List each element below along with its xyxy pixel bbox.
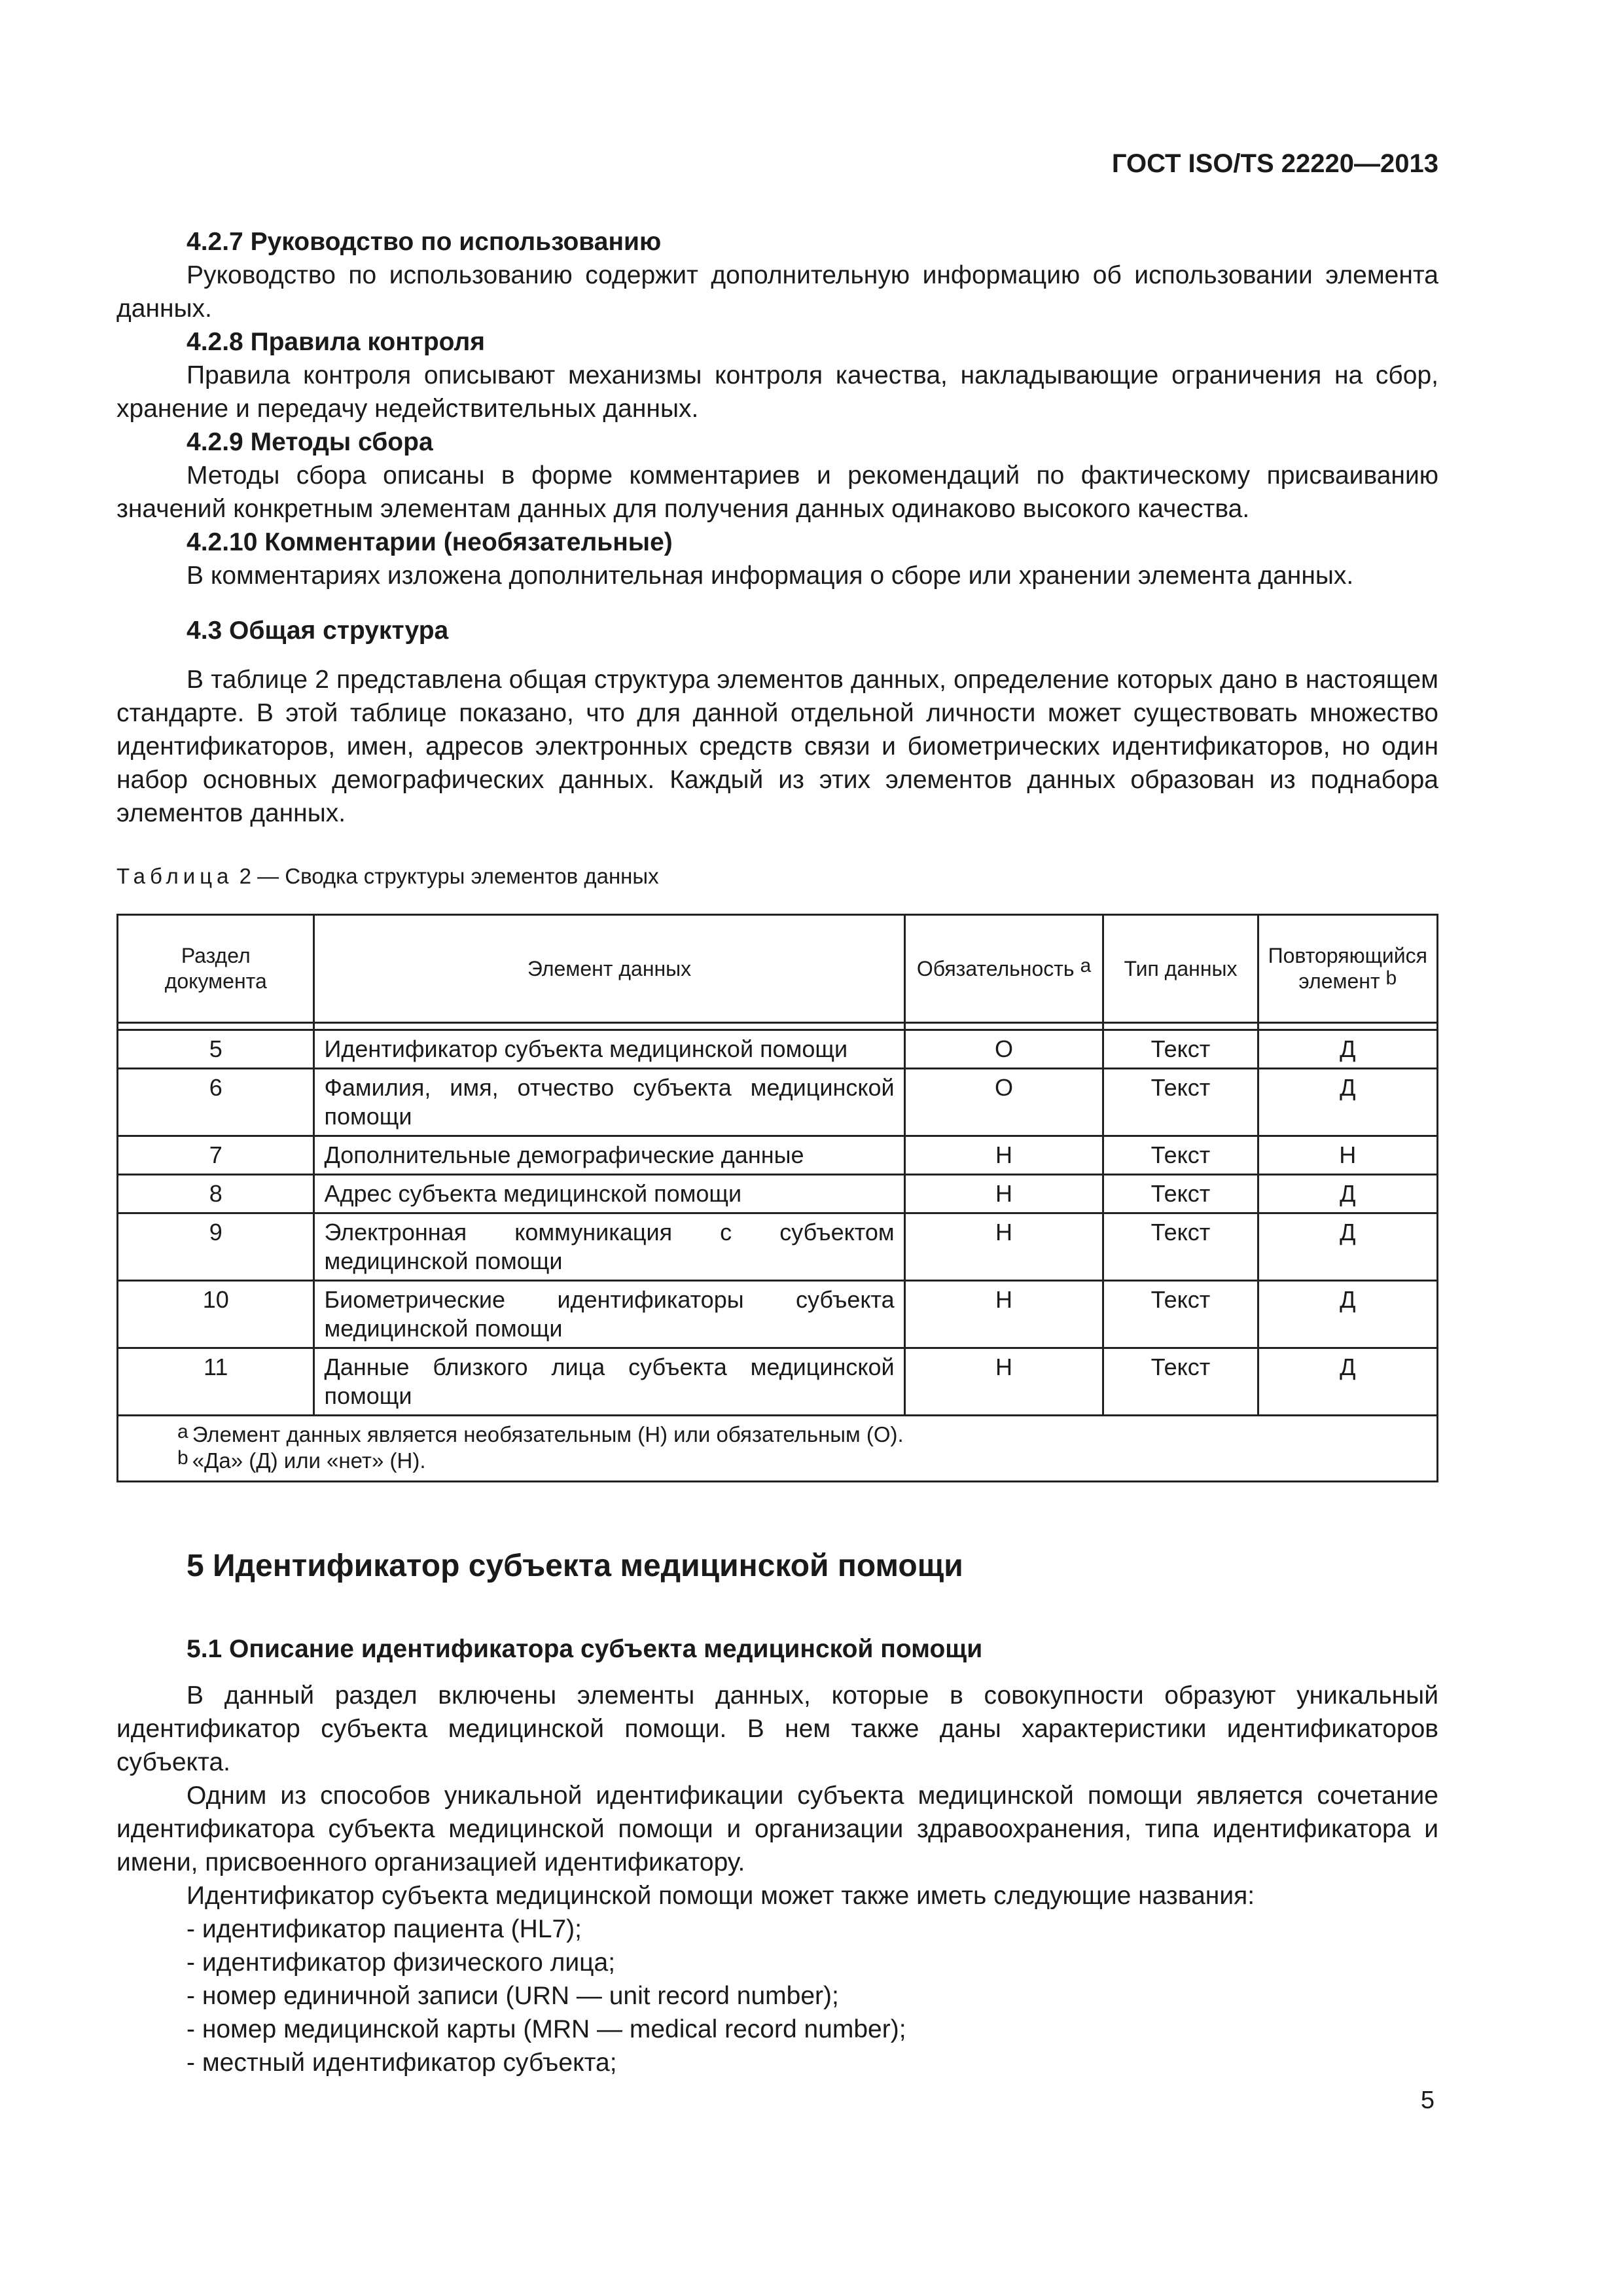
list-item: - идентификатор пациента (HL7); [187, 1915, 582, 1943]
list-item: - идентификатор физического лица; [187, 1948, 616, 1977]
table-separator [118, 1023, 1438, 1030]
cell-repeat: Д [1258, 1069, 1437, 1136]
document-header: ГОСТ ISO/TS 22220—2013 [1111, 149, 1438, 178]
cell-section: 7 [118, 1136, 314, 1175]
cell-section: 10 [118, 1281, 314, 1348]
header-obligation: Обязательность $^a$ [904, 915, 1103, 1023]
cell-section: 5 [118, 1030, 314, 1069]
section-4-3-title: 4.3 Общая структура [187, 617, 449, 645]
table-caption [116, 863, 1438, 890]
cell-type: Текст [1103, 1213, 1258, 1281]
section-4-2-7 [116, 225, 1438, 325]
cell-type: Текст [1103, 1175, 1258, 1213]
cell-obligation: Н [904, 1213, 1103, 1281]
header-element: Элемент данных [314, 915, 904, 1023]
header-repeat: Повторяющийся элемент $^b$ [1258, 915, 1437, 1023]
table-header-row [118, 915, 1438, 1023]
table-row [118, 1136, 1438, 1175]
header-type: Тип данных [1103, 915, 1258, 1023]
cell-element: Данные близкого лица субъекта медицинской помощи [314, 1348, 904, 1416]
footnote-ref-a: a [1080, 954, 1092, 977]
table-note [177, 1421, 1427, 1448]
table-notes-row [118, 1416, 1438, 1482]
list-item: - номер медицинской карты (MRN — medical record number); [187, 2015, 906, 2043]
cell-obligation: Н [904, 1175, 1103, 1213]
list-item: - номер единичной записи (URN — unit record number); [187, 1982, 839, 2010]
cell-element: Идентификатор субъекта медицинской помощи [314, 1030, 904, 1069]
cell-repeat: Д [1258, 1213, 1437, 1281]
alias-list [116, 1912, 1438, 2079]
cell-section: 11 [118, 1348, 314, 1416]
section-4-2-10 [116, 526, 1438, 592]
cell-obligation: О [904, 1030, 1103, 1069]
footnote-ref-b: b [1385, 967, 1397, 989]
table-caption-label: Таблица [116, 864, 234, 888]
cell-type: Текст [1103, 1069, 1258, 1136]
data-element-table [116, 914, 1438, 1482]
table-notes [118, 1416, 1438, 1482]
cell-obligation: О [904, 1069, 1103, 1136]
section-5-1-title: 5.1 Описание идентификатора субъекта медицинской помощи [187, 1635, 983, 1663]
table-row [118, 1348, 1438, 1416]
cell-repeat: Д [1258, 1348, 1437, 1416]
table-caption-text: 2 — Сводка структуры элементов данных [239, 864, 659, 888]
section-4-2-9-title: 4.2.9 Методы сбора [187, 428, 433, 456]
cell-element: Дополнительные демографические данные [314, 1136, 904, 1175]
cell-repeat: Д [1258, 1281, 1437, 1348]
note-text: «Да» (Д) или «нет» (Н). [192, 1448, 426, 1473]
cell-obligation: Н [904, 1136, 1103, 1175]
cell-element: Электронная коммуникация с субъектом медицинской помощи [314, 1213, 904, 1281]
table-row [118, 1175, 1438, 1213]
cell-type: Текст [1103, 1348, 1258, 1416]
section-4-2-7-text: Руководство по использованию содержит дополнительную информацию об использовании элемента данных. [116, 261, 1438, 323]
cell-type: Текст [1103, 1030, 1258, 1069]
header-section: Раздел документа [118, 915, 314, 1023]
table-row [118, 1030, 1438, 1069]
section-4-3-text: В таблице 2 представлена общая структура элементов данных, определение которых дано в настоящем стандарте. В этой таблице показано, что для данной отдельной личности может существовать множество идентификаторов, имен, адресов электронных средств связи и биометрических идентификаторов, но один набор основных демографических данных. Каждый из этих элементов данных образован из поднабора элементов данных. [116, 666, 1438, 827]
table-row [118, 1281, 1438, 1348]
cell-element: Фамилия, имя, отчество субъекта медицинской помощи [314, 1069, 904, 1136]
section-5-title: 5 Идентификатор субъекта медицинской помощи [187, 1549, 963, 1583]
section-4-2-8-text: Правила контроля описывают механизмы контроля качества, накладывающие ограничения на сбор, хранение и передачу недействительных данных. [116, 361, 1438, 423]
list-item: - местный идентификатор субъекта; [187, 2049, 617, 2077]
note-mark: a [177, 1421, 188, 1443]
cell-section: 9 [118, 1213, 314, 1281]
section-4-2-10-text: В комментариях изложена дополнительная информация о сборе или хранении элемента данных. [187, 562, 1354, 590]
cell-repeat: Н [1258, 1136, 1437, 1175]
section-4-2-8-title: 4.2.8 Правила контроля [187, 328, 486, 356]
section-4-2-7-title: 4.2.7 Руководство по использованию [187, 228, 662, 256]
cell-repeat: Д [1258, 1175, 1437, 1213]
section-5-1-p1: В данный раздел включены элементы данных, которые в совокупности образуют уникальный идентификатор субъекта медицинской помощи. В нем также даны характеристики идентификаторов субъекта. [116, 1681, 1438, 1776]
page-number: 5 [1420, 2087, 1435, 2114]
cell-section: 8 [118, 1175, 314, 1213]
table-note [177, 1447, 1427, 1474]
table-row [118, 1213, 1438, 1281]
note-mark: b [177, 1447, 188, 1469]
section-4-2-8 [116, 325, 1438, 425]
note-text: Элемент данных является необязательным (Н) или обязательным (О). [192, 1422, 904, 1446]
cell-element: Адрес субъекта медицинской помощи [314, 1175, 904, 1213]
section-5-1-p3: Идентификатор субъекта медицинской помощи может также иметь следующие названия: [187, 1882, 1255, 1910]
section-4-2-9-text: Методы сбора описаны в форме комментариев и рекомендаций по фактическому присваиванию значений конкретным элементам данных для получения данных одинаково высокого качества. [116, 461, 1438, 523]
cell-type: Текст [1103, 1136, 1258, 1175]
cell-section: 6 [118, 1069, 314, 1136]
section-5-1-p2: Одним из способов уникальной идентификации субъекта медицинской помощи является сочетание идентификатора субъекта медицинской помощи и организации здравоохранения, типа идентификатора и имени, присвоенного организацией идентификатору. [116, 1782, 1438, 1876]
document-page [116, 0, 1438, 2296]
cell-repeat: Д [1258, 1030, 1437, 1069]
section-5-1 [116, 1632, 1438, 2079]
cell-obligation: Н [904, 1348, 1103, 1416]
section-4-2-10-title: 4.2.10 Комментарии (необязательные) [187, 528, 673, 556]
cell-type: Текст [1103, 1281, 1258, 1348]
cell-element: Биометрические идентификаторы субъекта медицинской помощи [314, 1281, 904, 1348]
cell-obligation: Н [904, 1281, 1103, 1348]
section-4-3 [116, 614, 1438, 830]
table-row [118, 1069, 1438, 1136]
section-4-2-9 [116, 425, 1438, 526]
